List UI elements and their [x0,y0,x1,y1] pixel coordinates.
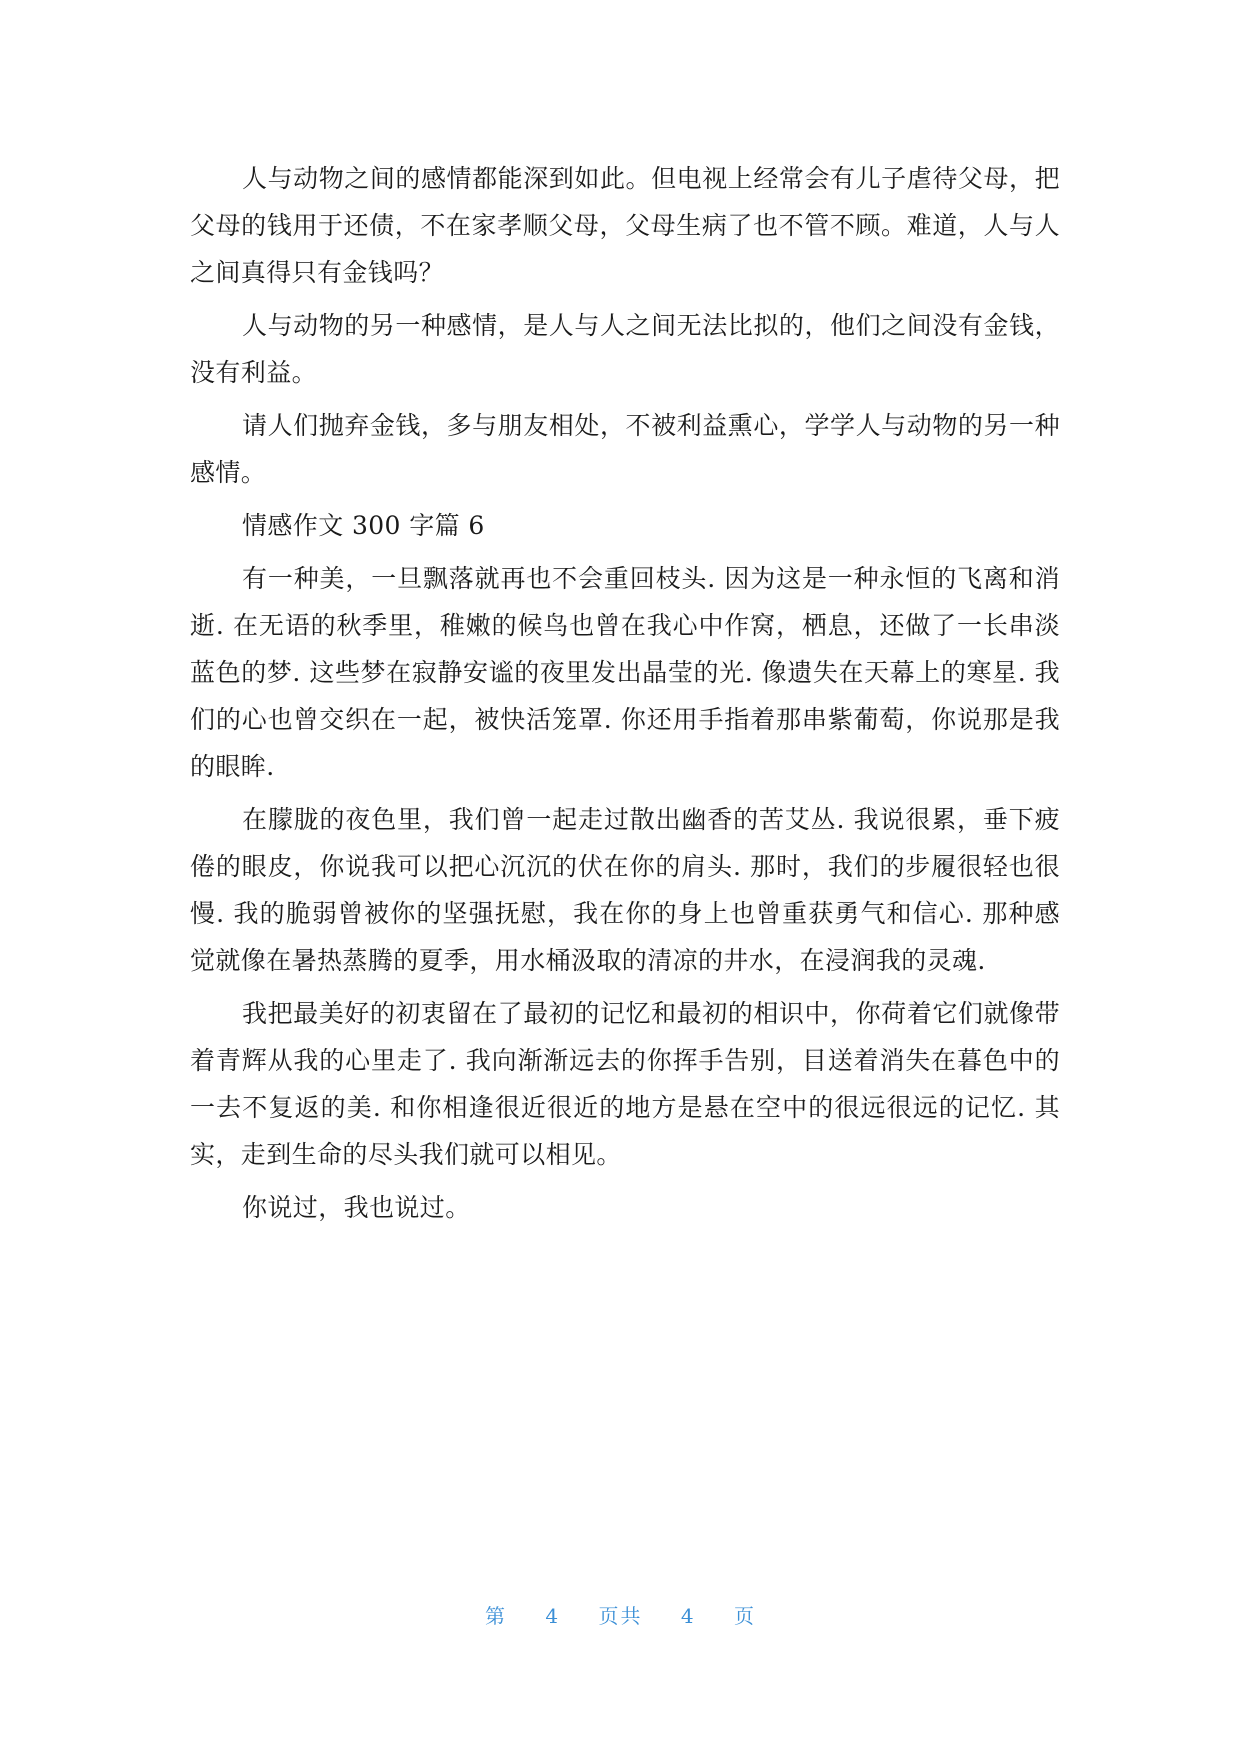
document-body [190,155,1060,1237]
page-footer [0,1600,1241,1629]
footer-suffix: 页 [733,1604,756,1628]
paragraph: 我把最美好的初衷留在了最初的记忆和最初的相识中，你荷着它们就像带着青辉从我的心里走了. 我向渐渐远去的你挥手告别，目送着消失在暮色中的一去不复返的美. 和你相逢很近很近的地方是悬在空中的很远很远的记忆. 其实，走到生命的尽头我们就可以相见。 [190,999,1060,1169]
paragraph: 你说过，我也说过。 [242,1193,471,1222]
paragraph: 人与动物的另一种感情，是人与人之间无法比拟的，他们之间没有金钱，没有利益。 [190,311,1060,387]
paragraph: 在朦胧的夜色里，我们曾一起走过散出幽香的苦艾丛. 我说很累，垂下疲倦的眼皮，你说我可以把心沉沉的伏在你的肩头. 那时，我们的步履很轻也很慢. 我的脆弱曾被你的坚强抚慰，我在你的身上也曾重获勇气和信心. 那种感觉就像在暑热蒸腾的夏季，用水桶汲取的清凉的井水，在浸润我的灵魂. [190,805,1060,975]
section-heading: 情感作文 300 字篇 6 [242,511,485,540]
footer-current-page: 4 [545,1604,561,1628]
paragraph: 有一种美，一旦飘落就再也不会重回枝头. 因为这是一种永恒的飞离和消逝. 在无语的秋季里，稚嫩的候鸟也曾在我心中作窝，栖息，还做了一长串淡蓝色的梦. 这些梦在寂静安谧的夜里发出晶莹的光. 像遗失在天幕上的寒星. 我们的心也曾交织在一起，被快活笼罩. 你还用手指着那串紫葡萄，你说那是我的眼眸. [190,564,1060,781]
paragraph: 人与动物之间的感情都能深到如此。但电视上经常会有儿子虐待父母，把父母的钱用于还债，不在家孝顺父母，父母生病了也不管不顾。难道，人与人之间真得只有金钱吗？ [190,164,1060,287]
paragraph: 请人们抛弃金钱，多与朋友相处，不被利益熏心，学学人与动物的另一种感情。 [190,411,1060,487]
footer-middle: 页共 [598,1604,643,1628]
footer-total-pages: 4 [680,1604,696,1628]
footer-prefix: 第 [485,1604,508,1628]
